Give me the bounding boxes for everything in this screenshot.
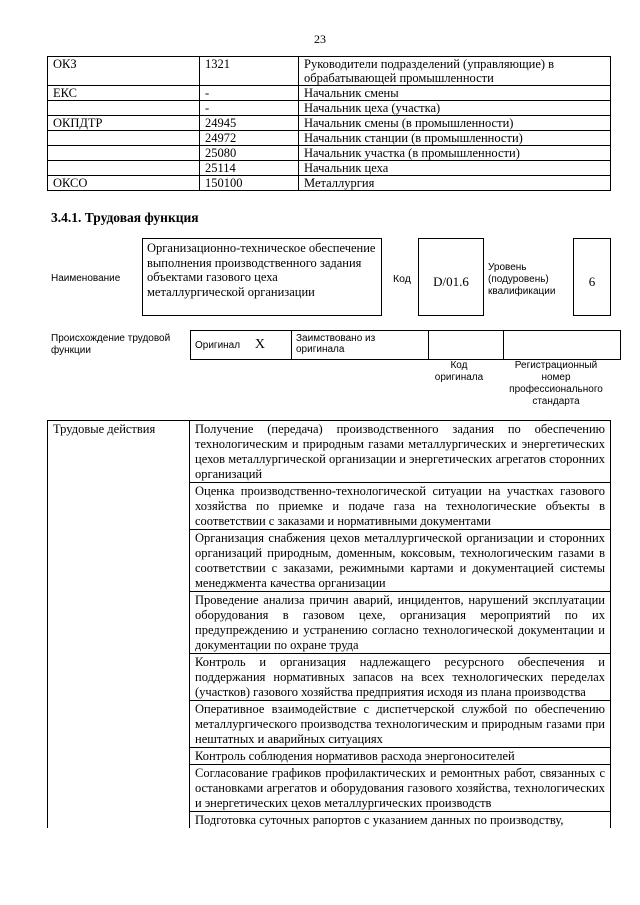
classifier-code-cell: 24972 bbox=[200, 131, 299, 146]
classifier-name-cell bbox=[48, 131, 200, 146]
original-mark: X bbox=[254, 337, 265, 352]
labor-action-item: Получение (передача) производственного задания по обеспечению технологическим и природным газами металлургических и энергетических цехов металлургической организации и энергетических агрегатов сторонних организаций bbox=[190, 421, 611, 483]
origin-label: Происхождение трудовой функции bbox=[51, 333, 171, 356]
labor-action-item: Проведение анализа причин аварий, инцидентов, нарушений эксплуатации оборудования в газовом цехе, организация мероприятий по их предупреждению и устранению согласно технологической документации и документации по охране труда bbox=[190, 592, 611, 654]
classification-row bbox=[48, 101, 611, 116]
classification-row bbox=[48, 146, 611, 161]
qualification-level-box: 6 bbox=[573, 238, 611, 316]
classifier-name-cell bbox=[48, 101, 200, 116]
original-label: Оригинал bbox=[195, 340, 241, 351]
labor-action-item: Контроль и организация надлежащего ресурсного обеспечения и поддержания нормативных запасов на всех технологических переделах (участков) газового хозяйства предприятия исходя из плана производства bbox=[190, 654, 611, 701]
classifier-code-cell: 150100 bbox=[200, 176, 299, 191]
reg-number-label: Регистрационный номер профессионального стандарта bbox=[509, 360, 603, 407]
origin-table bbox=[190, 330, 621, 360]
classifier-name-cell bbox=[48, 161, 200, 176]
labor-action-item: Оперативное взаимодействие с диспетчерской службой по обеспечению металлургического производства технологическим и природным газами при нештатных и аварийных ситуациях bbox=[190, 701, 611, 748]
classifier-name-cell: ОКЗ bbox=[48, 57, 200, 86]
labor-action-item: Организация снабжения цехов металлургической организации и сторонних организаций природным, доменным, коксовым, технологическим газами в соответствии с заказами, режимными картами и документацией системы менеджмента качества организации bbox=[190, 530, 611, 592]
qualification-level-label: Уровень (подуровень) квалификации bbox=[488, 262, 556, 297]
classifier-title-cell: Начальник цеха (участка) bbox=[299, 101, 611, 116]
borrowed-cell: Заимствовано из оригинала bbox=[292, 331, 429, 360]
classification-row bbox=[48, 57, 611, 86]
original-cell bbox=[191, 331, 292, 360]
classification-row bbox=[48, 116, 611, 131]
classification-row bbox=[48, 176, 611, 191]
classification-row bbox=[48, 161, 611, 176]
classifier-code-cell: 25080 bbox=[200, 146, 299, 161]
classifier-code-cell: 25114 bbox=[200, 161, 299, 176]
labor-actions-label: Трудовые действия bbox=[48, 421, 190, 829]
classification-table bbox=[47, 56, 611, 191]
classifier-name-cell: ОКСО bbox=[48, 176, 200, 191]
classification-row bbox=[48, 86, 611, 101]
classifier-code-cell: - bbox=[200, 86, 299, 101]
labor-action-item: Согласование графиков профилактических и ремонтных работ, связанных с остановками агрегатов и оборудования газового хозяйства, технологических и энергетических цехов металлургических производств bbox=[190, 765, 611, 812]
section-title: 3.4.1. Трудовая функция bbox=[51, 210, 199, 225]
function-name-box: Организационно-техническое обеспечение выполнения производственного задания объектами газового цеха металлургической организации bbox=[142, 238, 382, 316]
classifier-title-cell: Начальник цеха bbox=[299, 161, 611, 176]
classifier-name-cell: ЕКС bbox=[48, 86, 200, 101]
labor-action-item: Подготовка суточных рапортов с указанием данных по производству, bbox=[190, 812, 611, 829]
classifier-name-cell: ОКПДТР bbox=[48, 116, 200, 131]
code-original-cell bbox=[429, 331, 504, 360]
labor-action-item: Оценка производственно-технологической ситуации на участках газового хозяйства по приемке и подаче газа на технологические объекты в соответствии с заказами и нормативными документами bbox=[190, 483, 611, 530]
page-number: 23 bbox=[314, 32, 326, 46]
classifier-code-cell: 1321 bbox=[200, 57, 299, 86]
classifier-title-cell: Начальник станции (в промышленности) bbox=[299, 131, 611, 146]
labor-action-item: Контроль соблюдения нормативов расхода энергоносителей bbox=[190, 748, 611, 765]
function-code-box: D/01.6 bbox=[418, 238, 484, 316]
classifier-title-cell: Металлургия bbox=[299, 176, 611, 191]
reg-number-cell bbox=[504, 331, 621, 360]
classifier-code-cell: - bbox=[200, 101, 299, 116]
labor-actions-table bbox=[47, 420, 611, 828]
classifier-name-cell bbox=[48, 146, 200, 161]
classifier-title-cell: Начальник смены bbox=[299, 86, 611, 101]
name-label: Наименование bbox=[51, 273, 121, 284]
code-label: Код bbox=[393, 273, 411, 285]
classifier-title-cell: Начальник участка (в промышленности) bbox=[299, 146, 611, 161]
classifier-title-cell: Руководители подразделений (управляющие) в обрабатывающей промышленности bbox=[299, 57, 611, 86]
classifier-title-cell: Начальник смены (в промышленности) bbox=[299, 116, 611, 131]
labor-action-row bbox=[48, 421, 611, 483]
classification-row bbox=[48, 131, 611, 146]
classifier-code-cell: 24945 bbox=[200, 116, 299, 131]
code-original-label: Код оригинала bbox=[434, 360, 484, 383]
